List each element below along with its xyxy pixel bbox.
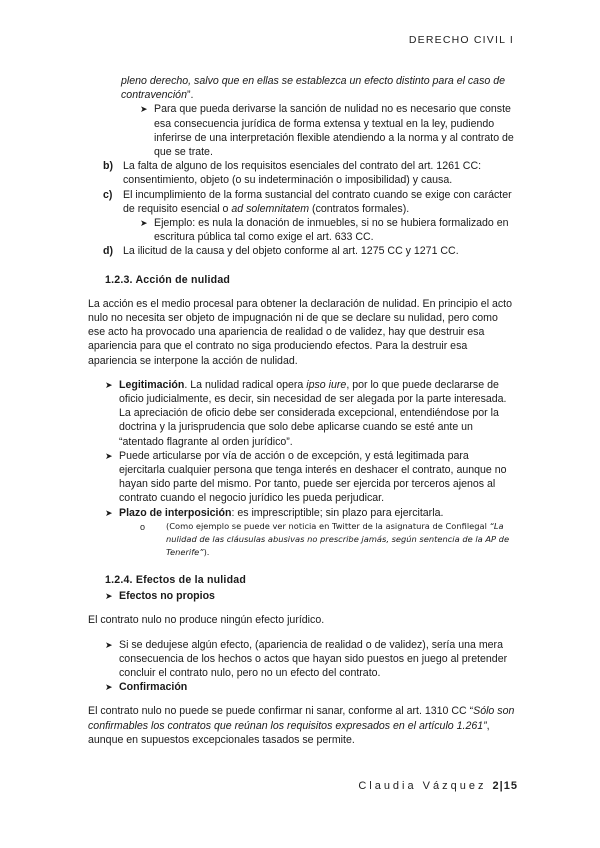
arrow-bullet-icon: ➤	[140, 104, 148, 115]
page-footer: Claudia Vázquez 2|15	[358, 780, 518, 792]
paragraph: El contrato nulo no puede se puede confirmar ni sanar, conforme al art. 1310 CC “Sólo son confirmables los contratos que reúnan los requisitos expresados en el artículo 1.261”, aunque en supuestos excepcionales tasados se permite.	[88, 705, 515, 746]
paragraph: La acción es el medio procesal para obtener la declaración de nulidad. En principio el acto nulo no necesita ser objeto de impugnación ni de que se declare su nulidad, pero como ese acto ha provocado una apariencia de realidad o de validez, hay que destruir esa apariencia para que el contrato no siga produciendo efectos. Para la destruir esa apariencia se interpone la acción de nulidad.	[88, 297, 513, 367]
arrow-bullet-icon: ➤	[105, 682, 113, 693]
section-heading-1-2-4: 1.2.4. Efectos de la nulidad	[105, 573, 247, 586]
running-header: DERECHO CIVIL I	[408, 34, 514, 46]
arrow-bullet-icon: ➤	[105, 639, 113, 650]
paragraph: El contrato nulo no produce ningún efecto jurídico.	[88, 614, 325, 627]
list-item: ➤ Si se dedujese algún efecto, (apariencia de realidad o de validez), sería una mera consecuencia de los hechos o actos que hayan sido puestos en juego al pretender concluir el contrato nulo, pero no un efecto del contrato.	[105, 638, 508, 679]
list-item: o (Como ejemplo se puede ver noticia en Twitter de la asignatura de Confilegal “La nulidad de las cláusulas abusivas no prescribe jamás, según sentencia de la AP de Tenerife”).	[140, 520, 510, 557]
subheading: ➤ Efectos no propios	[105, 590, 215, 603]
subheading: ➤ Confirmación	[105, 681, 188, 694]
italic-continuation: pleno derecho, salvo que en ellas se establezca un efecto distinto para el caso de contravención”.	[121, 75, 505, 102]
list-item: c) El incumplimiento de la forma sustancial del contrato cuando se exige con carácter de requisito esencial o ad solemnitatem (contratos formales).	[103, 188, 512, 215]
list-item: b) La falta de alguno de los requisitos esenciales del contrato del art. 1261 CC: consentimiento, objeto (o su indeterminación o imposibilidad) y causa.	[103, 160, 482, 187]
list-item: d) La ilicitud de la causa y del objeto conforme al art. 1275 CC y 1271 CC.	[103, 245, 459, 258]
arrow-bullet-icon: ➤	[105, 591, 113, 602]
circle-bullet-icon: o	[140, 521, 146, 532]
list-item: ➤ Para que pueda derivarse la sanción de nulidad no es necesario que conste esa consecuencia jurídica de forma extensa y textual en la ley, pudiendo inferirse de una interpretación flexible atendiendo a la norma y al contrato de que se trate.	[140, 103, 514, 159]
section-heading-1-2-3: 1.2.3. Acción de nulidad	[105, 273, 231, 286]
list-item: ➤ Legitimación. La nulidad radical opera ipso iure, por lo que puede declararse de oficio judicialmente, es decir, sin necesidad de ser alegada por la parte interesada. La apreciación de oficio debe ser considerada excepcional, entendiéndose por la doctrina y la jurisprudencia que solo debe aplicarse cuando se esté ante un “atentado flagrante al orden jurídico”.	[105, 378, 507, 448]
list-item: ➤ Ejemplo: es nula la donación de inmuebles, si no se hubiera formalizado en escritura pública tal como exige el art. 633 CC.	[140, 217, 509, 244]
arrow-bullet-icon: ➤	[105, 450, 113, 461]
arrow-bullet-icon: ➤	[105, 507, 113, 518]
list-item: ➤ Plazo de interposición: es imprescriptible; sin plazo para ejercitarla.	[105, 506, 444, 519]
page-body	[88, 74, 516, 747]
arrow-bullet-icon: ➤	[105, 379, 113, 390]
list-item: ➤ Puede articularse por vía de acción o de excepción, y está legitimada para ejercitarla cualquier persona que tenga interés en deshacer el contrato, aunque no hayan sido parte del mismo. Por tanto, puede ser ejercida por terceros ajenos al contrato cuando el negocio jurídico les pueda perjudicar.	[105, 449, 507, 505]
arrow-bullet-icon: ➤	[140, 218, 148, 229]
